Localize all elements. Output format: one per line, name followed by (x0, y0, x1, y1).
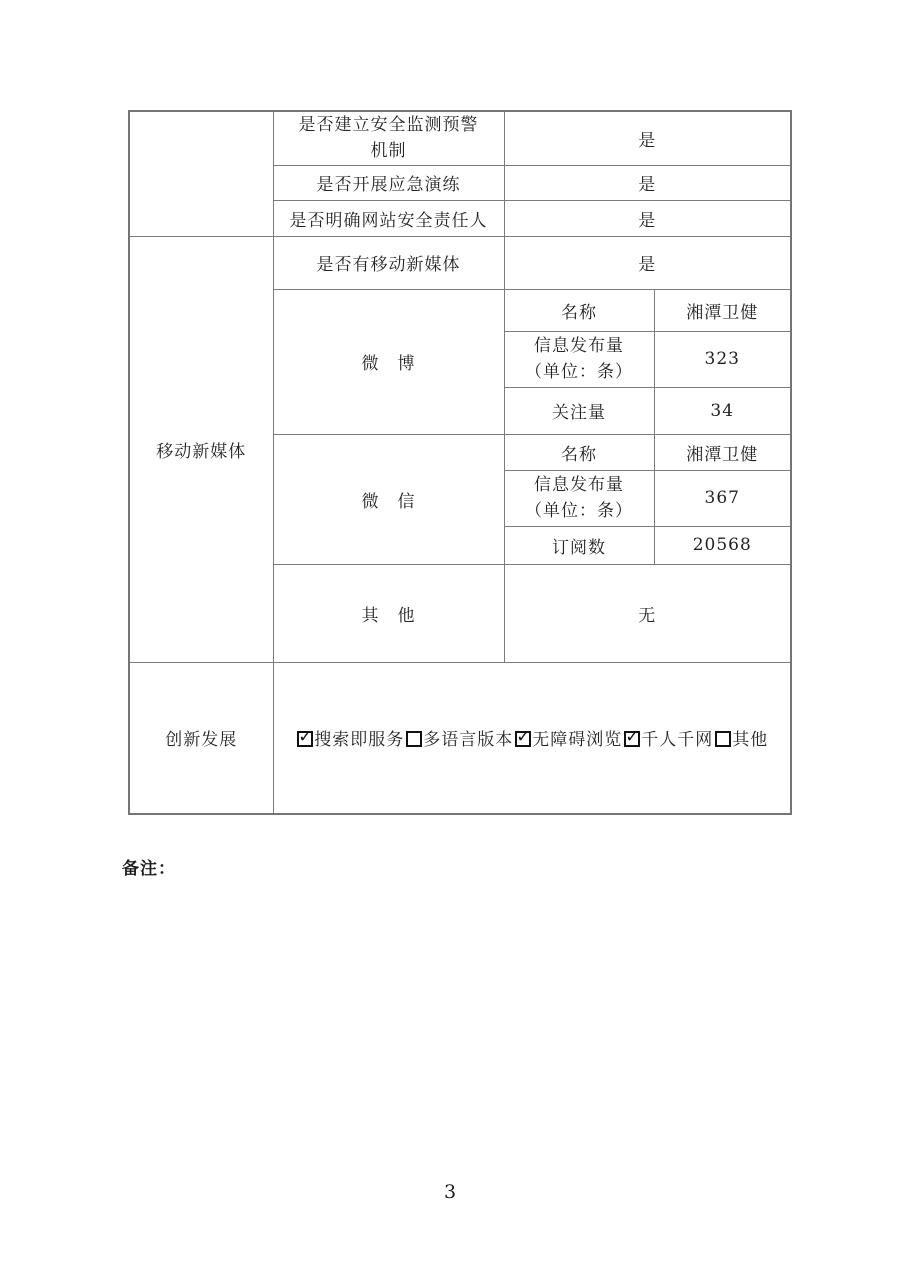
wechat-subscribers-value-cell: 20568 (654, 526, 791, 564)
innovation-options-line (295, 730, 768, 750)
weibo-posts-label-cell (504, 331, 654, 387)
checkbox-label: 其他 (732, 730, 769, 751)
notes-label: 备注： (122, 859, 176, 879)
weibo-label-cell: 微 博 (273, 289, 504, 434)
wechat-label-cell: 微 信 (273, 434, 504, 564)
checkbox-checked-icon (624, 731, 640, 747)
answer-cell: 是 (504, 236, 791, 289)
checkbox-label: 多语言版本 (423, 730, 514, 751)
answer-cell: 是 (504, 165, 791, 200)
answer-cell: 是 (504, 111, 791, 165)
posts-label-line: 信息发布量 (534, 335, 624, 356)
posts-label-line: （单位：条） (525, 501, 633, 522)
question-line: 是否建立安全监测预警 (298, 115, 479, 135)
checkbox-unchecked-icon (406, 731, 422, 747)
question-line: 机制 (370, 141, 407, 162)
innovation-options-cell (273, 662, 791, 814)
page-number: 3 (443, 1181, 457, 1203)
section-header-innovation: 创新发展 (129, 662, 273, 814)
weibo-followers-value-cell: 34 (654, 387, 791, 434)
other-label-cell: 其 他 (273, 564, 504, 662)
question-cell: 是否明确网站安全责任人 (273, 200, 504, 236)
weibo-followers-label-cell: 关注量 (504, 387, 654, 434)
checkbox-label: 搜索即服务 (314, 730, 405, 751)
wechat-name-label-cell: 名称 (504, 434, 654, 470)
wechat-posts-label-cell (504, 470, 654, 526)
wechat-name-value-cell: 湘潭卫健 (654, 434, 791, 470)
other-value-cell: 无 (504, 564, 791, 662)
question-cell (273, 111, 504, 165)
wechat-posts-value-cell: 367 (654, 470, 791, 526)
weibo-name-value-cell: 湘潭卫健 (654, 289, 791, 331)
posts-label-line: 信息发布量 (534, 474, 624, 495)
checkbox-checked-icon (297, 731, 313, 747)
question-cell: 是否有移动新媒体 (273, 236, 504, 289)
weibo-posts-value-cell: 323 (654, 331, 791, 387)
checkbox-label: 无障碍浏览 (532, 730, 623, 751)
question-cell: 是否开展应急演练 (273, 165, 504, 200)
checkbox-checked-icon (515, 731, 531, 747)
section-header-mobile-media: 移动新媒体 (129, 236, 273, 662)
wechat-subscribers-label-cell: 订阅数 (504, 526, 654, 564)
checkbox-unchecked-icon (715, 731, 731, 747)
checkbox-label: 千人千网 (641, 730, 714, 751)
section-blank-header-cell (129, 111, 273, 236)
report-table (128, 110, 792, 815)
answer-cell: 是 (504, 200, 791, 236)
posts-label-line: （单位：条） (525, 362, 633, 383)
weibo-name-label-cell: 名称 (504, 289, 654, 331)
